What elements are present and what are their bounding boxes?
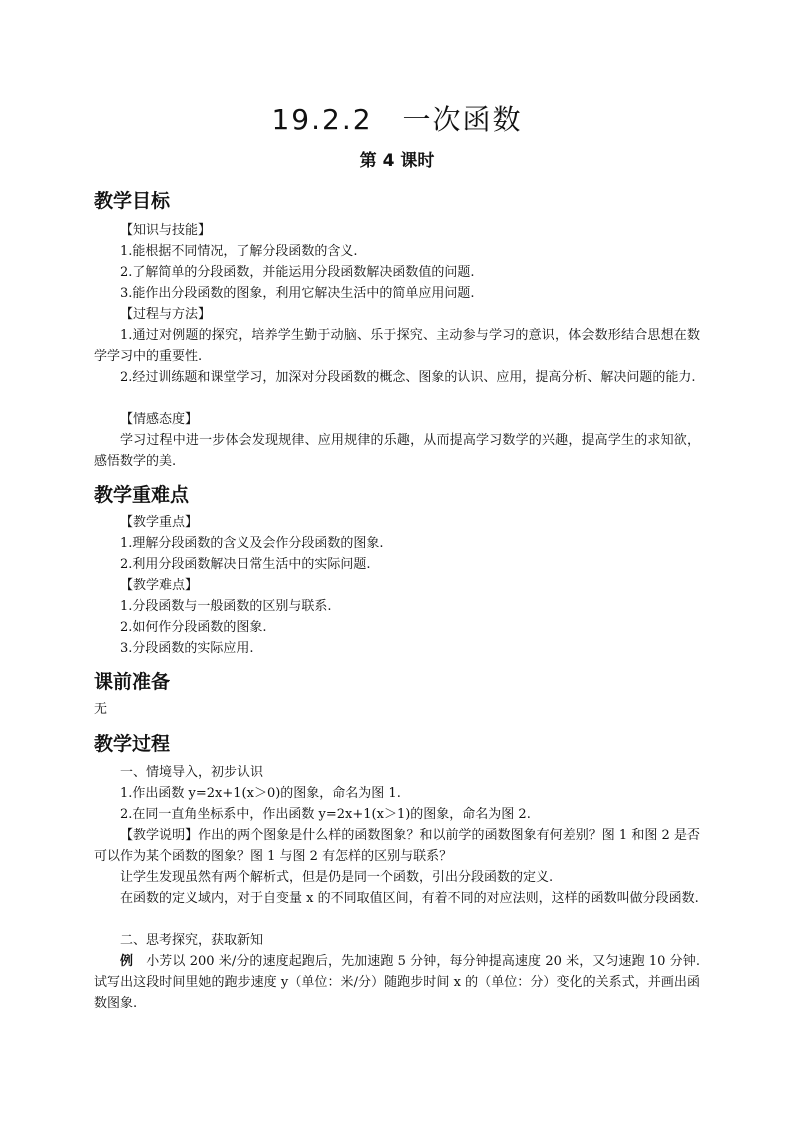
process-item: 1.通过对例题的探究，培养学生勤于动脑、乐于探究、主动参与学习的意识，体会数形结合思想在数学学习中的重要性. [94, 328, 700, 364]
difficulty-item: 3.分段函数的实际应用. [120, 641, 254, 656]
section-heading-key-points: 教学重难点 [94, 484, 190, 506]
lesson-number: 第 4 课时 [359, 151, 435, 171]
example-label: 例 [120, 954, 134, 969]
example-text: 小芳以 200 米/分的速度起跑后，先加速跑 5 分钟，每分钟提高速度 20 米，又匀速跑 10 分钟. 试写出这段时间里她的跑步速度 y（单位：米/分）随跑步时间 x 的（单位：分）变化的关系式，并画出函数图象. [94, 954, 700, 1011]
difficulty-item: 1.分段函数与一般函数的区别与联系. [120, 599, 332, 614]
section-heading-preparation: 课前准备 [94, 671, 171, 693]
section-heading-process: 教学过程 [94, 733, 171, 755]
knowledge-label: 【知识与技能】 [120, 223, 212, 238]
process-item: 2.经过训练题和课堂学习，加深对分段函数的概念、图象的认识、应用，提高分析、解决问题的能力. [120, 370, 696, 385]
part2-title: 二、思考探究，获取新知 [120, 933, 264, 948]
part1-item: 1.作出函数 y=2x+1(x＞0)的图象，命名为图 1. [120, 786, 401, 801]
difficulty-label: 【教学难点】 [120, 578, 199, 593]
knowledge-item: 3.能作出分段函数的图象，利用它解决生活中的简单应用问题. [120, 286, 475, 301]
definition-paragraph: 在函数的定义域内，对于自变量 x 的不同取值区间，有着不同的对应法则，这样的函数叫做分段函数. [120, 891, 699, 906]
teaching-note: 【教学说明】作出的两个图象是什么样的函数图象？和以前学的函数图象有何差别？图 1 和图 2 是否可以作为某个函数的图象？图 1 与图 2 有怎样的区别与联系？ [94, 828, 700, 864]
process-label: 【过程与方法】 [120, 307, 212, 322]
attitude-text: 学习过程中进一步体会发现规律、应用规律的乐趣，从而提高学习数学的兴趣，提高学生的求知欲，感悟数学的美. [94, 433, 700, 469]
knowledge-item: 2.了解简单的分段函数，并能运用分段函数解决函数值的问题. [120, 265, 475, 280]
section-heading-objectives: 教学目标 [94, 190, 171, 212]
focus-item: 1.理解分段函数的含义及会作分段函数的图象. [120, 536, 384, 551]
part1-item: 2.在同一直角坐标系中，作出函数 y=2x+1(x＞1)的图象，命名为图 2. [120, 807, 531, 822]
preparation-content: 无 [94, 702, 108, 717]
difficulty-item: 2.如何作分段函数的图象. [120, 620, 267, 635]
attitude-label: 【情感态度】 [120, 412, 199, 427]
part1-title: 一、情境导入，初步认识 [120, 765, 264, 780]
note-paragraph: 让学生发现虽然有两个解析式，但是仍是同一个函数，引出分段函数的定义. [120, 870, 554, 885]
knowledge-item: 1.能根据不同情况，了解分段函数的含义. [120, 244, 358, 259]
example-paragraph [94, 951, 700, 1014]
focus-label: 【教学重点】 [120, 515, 199, 530]
focus-item: 2.利用分段函数解决日常生活中的实际问题. [120, 557, 371, 572]
document-title: 19.2.2 一次函数 [271, 103, 523, 136]
